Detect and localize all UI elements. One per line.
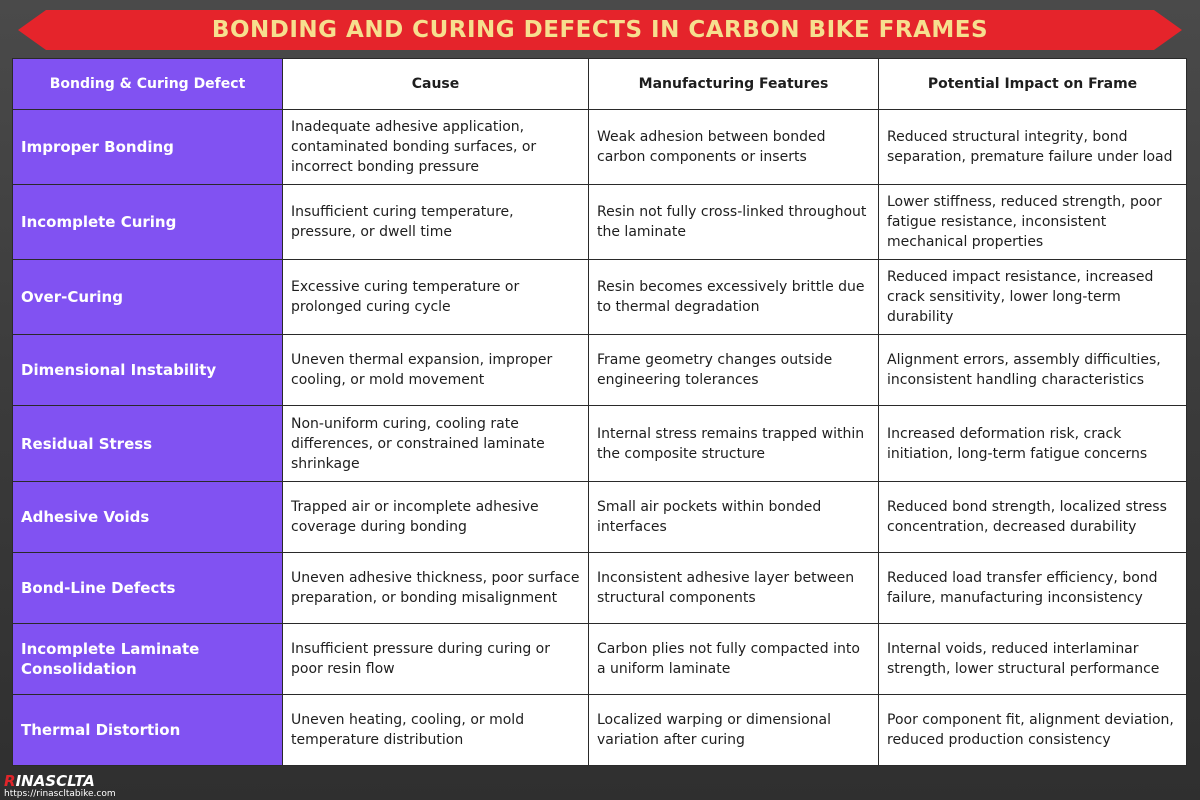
cause-cell: Uneven adhesive thickness, poor surface preparation, or bonding misalignment: [283, 553, 589, 624]
features-cell: Localized warping or dimensional variation after curing: [589, 695, 879, 766]
defect-name-cell: Improper Bonding: [13, 110, 283, 185]
impact-cell: Internal voids, reduced interlaminar strength, lower structural performance: [879, 624, 1187, 695]
cause-cell: Non-uniform curing, cooling rate differences, or constrained laminate shrinkage: [283, 406, 589, 482]
defect-name-cell: Adhesive Voids: [13, 482, 283, 553]
impact-cell: Reduced impact resistance, increased crack sensitivity, lower long-term durability: [879, 260, 1187, 335]
cause-cell: Uneven thermal expansion, improper cooling, or mold movement: [283, 335, 589, 406]
cause-cell: Uneven heating, cooling, or mold temperature distribution: [283, 695, 589, 766]
defect-name-cell: Thermal Distortion: [13, 695, 283, 766]
cause-cell: Inadequate adhesive application, contaminated bonding surfaces, or incorrect bonding pressure: [283, 110, 589, 185]
defects-table: [12, 58, 1187, 766]
features-cell: Resin becomes excessively brittle due to thermal degradation: [589, 260, 879, 335]
header-cause: Cause: [283, 59, 589, 110]
features-cell: Internal stress remains trapped within the composite structure: [589, 406, 879, 482]
features-cell: Weak adhesion between bonded carbon components or inserts: [589, 110, 879, 185]
brand-url-link[interactable]: https://rinascltabike.com: [4, 789, 116, 799]
features-cell: Inconsistent adhesive layer between structural components: [589, 553, 879, 624]
table-header-row: [13, 59, 1187, 110]
impact-cell: Reduced bond strength, localized stress concentration, decreased durability: [879, 482, 1187, 553]
header-features: Manufacturing Features: [589, 59, 879, 110]
features-cell: Small air pockets within bonded interfaces: [589, 482, 879, 553]
cause-cell: Insufficient pressure during curing or poor resin flow: [283, 624, 589, 695]
defect-name-cell: Bond-Line Defects: [13, 553, 283, 624]
table-row: [13, 260, 1187, 335]
features-cell: Resin not fully cross-linked throughout the laminate: [589, 185, 879, 260]
impact-cell: Reduced load transfer efficiency, bond failure, manufacturing inconsistency: [879, 553, 1187, 624]
cause-cell: Excessive curing temperature or prolonged curing cycle: [283, 260, 589, 335]
brand-wordmark: RINASCLTA: [4, 772, 95, 790]
defect-name-cell: Dimensional Instability: [13, 335, 283, 406]
header-defect: Bonding & Curing Defect: [13, 59, 283, 110]
title-banner: [18, 10, 1182, 50]
defect-name-cell: Incomplete Curing: [13, 185, 283, 260]
brand-logo[interactable]: [4, 773, 116, 799]
cause-cell: Insufficient curing temperature, pressure, or dwell time: [283, 185, 589, 260]
table-row: [13, 553, 1187, 624]
features-cell: Frame geometry changes outside engineering tolerances: [589, 335, 879, 406]
impact-cell: Reduced structural integrity, bond separation, premature failure under load: [879, 110, 1187, 185]
cause-cell: Trapped air or incomplete adhesive coverage during bonding: [283, 482, 589, 553]
table-row: [13, 110, 1187, 185]
table-row: [13, 406, 1187, 482]
impact-cell: Poor component fit, alignment deviation, reduced production consistency: [879, 695, 1187, 766]
table-row: [13, 624, 1187, 695]
features-cell: Carbon plies not fully compacted into a uniform laminate: [589, 624, 879, 695]
table-row: [13, 335, 1187, 406]
impact-cell: Increased deformation risk, crack initiation, long-term fatigue concerns: [879, 406, 1187, 482]
defect-name-cell: Residual Stress: [13, 406, 283, 482]
page-title: BONDING AND CURING DEFECTS IN CARBON BIKE FRAMES: [211, 17, 989, 43]
defect-name-cell: Over-Curing: [13, 260, 283, 335]
impact-cell: Alignment errors, assembly difficulties, inconsistent handling characteristics: [879, 335, 1187, 406]
table-row: [13, 482, 1187, 553]
table-row: [13, 185, 1187, 260]
header-impact: Potential Impact on Frame: [879, 59, 1187, 110]
impact-cell: Lower stiffness, reduced strength, poor fatigue resistance, inconsistent mechanical properties: [879, 185, 1187, 260]
table-row: [13, 695, 1187, 766]
defect-name-cell: Incomplete Laminate Consolidation: [13, 624, 283, 695]
